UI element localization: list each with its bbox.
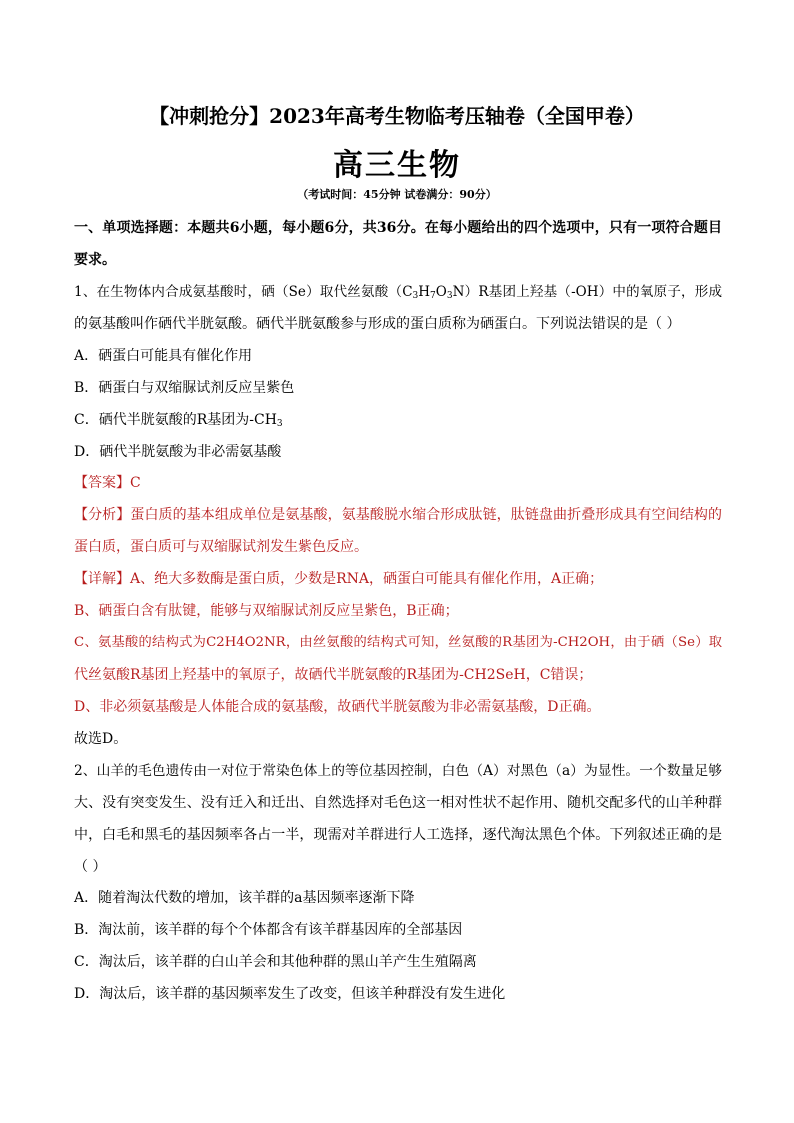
q1-stem-part-c: O	[435, 284, 447, 300]
q1-detail-c-line-1: C、氨基酸的结构式为C2H4O2NR，由丝氨酸的结构式可知，丝氨酸的R基团为-CH2OH，由于硒（Se）取	[74, 635, 722, 650]
q2-stem-line-1: 2、山羊的毛色遗传由一对位于常染色体上的等位基因控制，白色（A）对黑色（a）为显性。一个数量足够	[74, 763, 722, 779]
q1-option-c	[74, 410, 283, 430]
paper-title: 【冲刺抢分】2023年高考生物临考压轴卷（全国甲卷）	[149, 104, 645, 128]
q1-conclusion: 故选D。	[74, 731, 128, 747]
q2-option-a: A．随着淘汰代数的增加，该羊群的a基因频率逐渐下降	[74, 890, 415, 906]
q1-detail-a: 【详解】A、绝大多数酶是蛋白质，少数是RNA，硒蛋白可能具有催化作用，A正确；	[74, 571, 604, 587]
q1-stem-part-b: H	[418, 284, 431, 300]
q1-stem-sub-2: 7	[430, 291, 436, 301]
q2-option-c: C．淘汰后，该羊群的白山羊会和其他种群的黑山羊产生生殖隔离	[74, 954, 477, 970]
q2-stem-line-4: （ ）	[74, 859, 107, 875]
q1-option-a: A．硒蛋白可能具有催化作用	[74, 348, 253, 364]
q1-option-d: D．硒代半胱氨酸为非必需氨基酸	[74, 444, 282, 460]
q1-stem-part-d: N）R基团上羟基（-OH）中的氧原子，形成	[452, 284, 722, 300]
q1-stem-part-a: 1、在生物体内合成氨基酸时，硒（Se）取代丝氨酸（C	[74, 284, 413, 300]
q2-stem-line-3: 中，白毛和黑毛的基因频率各占一半，现需对羊群进行人工选择，逐代淘汰黑色个体。下列叙述正确的是	[74, 827, 722, 843]
q1-option-c-sub: 3	[276, 419, 283, 429]
q1-analysis-line-1: 【分析】蛋白质的基本组成单位是氨基酸，氨基酸脱水缩合形成肽链，肽链盘曲折叠形成具有空间结构的	[74, 507, 722, 523]
q1-detail-b: B、硒蛋白含有肽键，能够与双缩脲试剂反应呈紫色，B正确；	[74, 603, 459, 619]
q1-option-b: B．硒蛋白与双缩脲试剂反应呈紫色	[74, 380, 295, 396]
q2-option-b: B．淘汰前，该羊群的每个个体都含有该羊群基因库的全部基因	[74, 922, 463, 938]
q1-answer: 【答案】C	[74, 475, 141, 491]
q1-stem-sub-3: 3	[446, 291, 453, 301]
q1-analysis-line-2: 蛋白质，蛋白质可与双缩脲试剂发生紫色反应。	[74, 539, 368, 555]
section-intro-line-1: 一、单项选择题：本题共6小题，每小题6分，共36分。在每小题给出的四个选项中，只有一项符合题目	[74, 220, 722, 236]
q2-stem-line-2: 大、没有突变发生、没有迁入和迁出、自然选择对毛色这一相对性状不起作用、随机交配多代的山羊种群	[74, 795, 722, 811]
q1-option-c-text: C．硒代半胱氨酸的R基团为-CH	[74, 412, 277, 428]
q1-stem-sub-1: 3	[412, 291, 419, 301]
q1-stem-line-2: 的氨基酸叫作硒代半胱氨酸。硒代半胱氨酸参与形成的蛋白质称为硒蛋白。下列说法错误的是（ ）	[74, 316, 681, 332]
exam-info: （考试时间：45分钟 试卷满分：90分）	[297, 188, 497, 201]
subject-heading: 高三生物	[333, 148, 461, 183]
q1-stem-line-1	[74, 282, 722, 302]
q2-option-d: D．淘汰后，该羊群的基因频率发生了改变，但该羊种群没有发生进化	[74, 986, 506, 1002]
q1-detail-d: D、非必须氨基酸是人体能合成的氨基酸，故硒代半胱氨酸为非必需氨基酸，D正确。	[74, 699, 601, 715]
q1-detail-c-line-2: 代丝氨酸R基团上羟基中的氧原子，故硒代半胱氨酸的R基团为-CH2SeH，C错误；	[74, 667, 593, 683]
section-intro-line-2: 要求。	[74, 252, 116, 268]
